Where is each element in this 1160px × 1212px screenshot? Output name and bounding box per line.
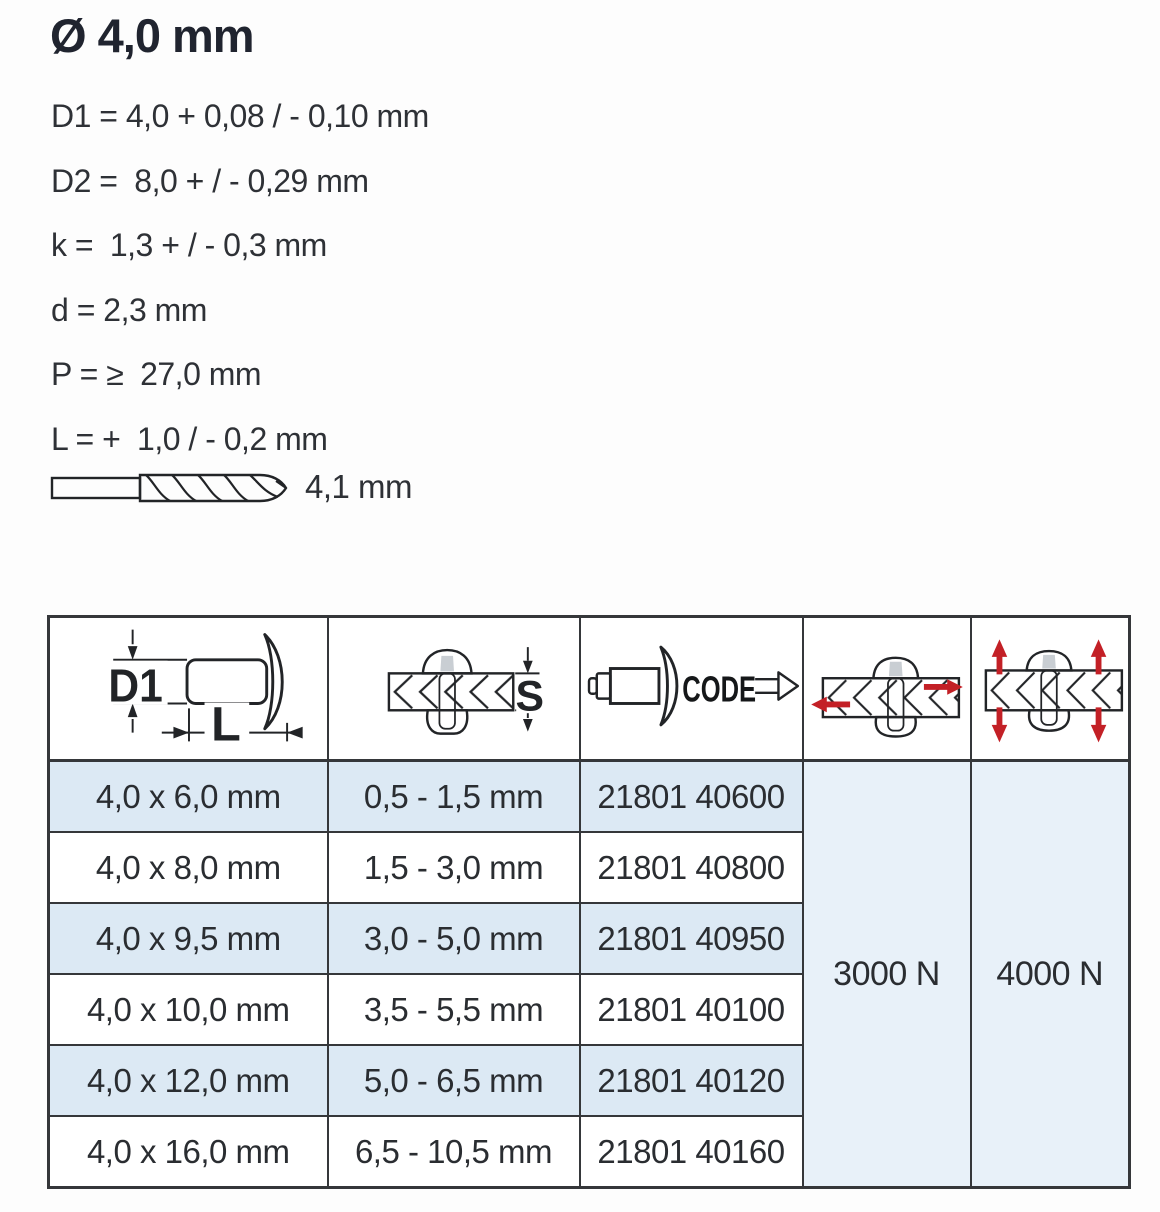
rivet-table	[47, 615, 1131, 1189]
spec-line-d2: D2 = 8,0 + / - 0,29 mm	[51, 162, 369, 199]
header-shear-strength	[803, 617, 971, 761]
spec-line-d1: D1 = 4,0 + 0,08 / - 0,10 mm	[51, 98, 429, 134]
rivet-size-cell: 4,0 x 6,0 mm	[49, 761, 328, 833]
article-code-cell: 21801 40120	[580, 1045, 803, 1116]
rivet-code-diagram	[582, 618, 801, 754]
article-code-cell: 21801 40800	[580, 832, 803, 903]
spec-line-l: L = + 1,0 / - 0,2 mm	[51, 420, 328, 457]
article-code-cell: 21801 40950	[580, 903, 803, 974]
grip-range-cell: 5,0 - 6,5 mm	[328, 1045, 580, 1116]
dim-label-l: L	[210, 697, 241, 752]
table-header-row	[49, 617, 1130, 761]
spec-line-k: k = 1,3 + / - 0,3 mm	[51, 227, 327, 263]
grip-range-cell: 3,5 - 5,5 mm	[328, 974, 580, 1045]
spec-list	[51, 84, 429, 471]
article-code-cell: 21801 40160	[580, 1116, 803, 1188]
page-title: Ø 4,0 mm	[50, 9, 254, 62]
rivet-size-cell: 4,0 x 8,0 mm	[49, 832, 328, 903]
spec-line-d: d = 2,3 mm	[51, 291, 207, 328]
article-code-cell: 21801 40600	[580, 761, 803, 833]
grip-range-cell: 1,5 - 3,0 mm	[328, 832, 580, 903]
grip-range-cell: 3,0 - 5,0 mm	[328, 903, 580, 974]
code-label: CODE	[681, 668, 756, 710]
header-article-code	[580, 617, 803, 761]
tensile-strength-value: 4000 N	[971, 761, 1130, 1188]
shear-strength-diagram	[805, 618, 969, 754]
rivet-size-cell: 4,0 x 12,0 mm	[49, 1045, 328, 1116]
grip-range-cell: 6,5 - 10,5 mm	[328, 1116, 580, 1188]
rivet-dimensions-diagram	[51, 618, 326, 754]
dim-label-d1: D1	[108, 659, 163, 712]
table-row	[49, 761, 1130, 833]
grip-range-cell: 0,5 - 1,5 mm	[328, 761, 580, 833]
rivet-size-cell: 4,0 x 16,0 mm	[49, 1116, 328, 1188]
rivet-size-cell: 4,0 x 10,0 mm	[49, 974, 328, 1045]
dim-label-s: S	[515, 672, 544, 721]
shear-strength-value: 3000 N	[803, 761, 971, 1188]
rivet-size-cell: 4,0 x 9,5 mm	[49, 903, 328, 974]
spec-line-p: P = ≥ 27,0 mm	[51, 356, 262, 392]
header-grip-range	[328, 617, 580, 761]
drill-bit-icon	[50, 466, 300, 512]
tensile-strength-diagram	[972, 618, 1127, 754]
header-rivet-dimensions	[49, 617, 328, 761]
header-tensile-strength	[971, 617, 1130, 761]
article-code-cell: 21801 40100	[580, 974, 803, 1045]
drill-size-label: 4,1 mm	[305, 468, 413, 505]
grip-range-diagram	[330, 618, 578, 754]
